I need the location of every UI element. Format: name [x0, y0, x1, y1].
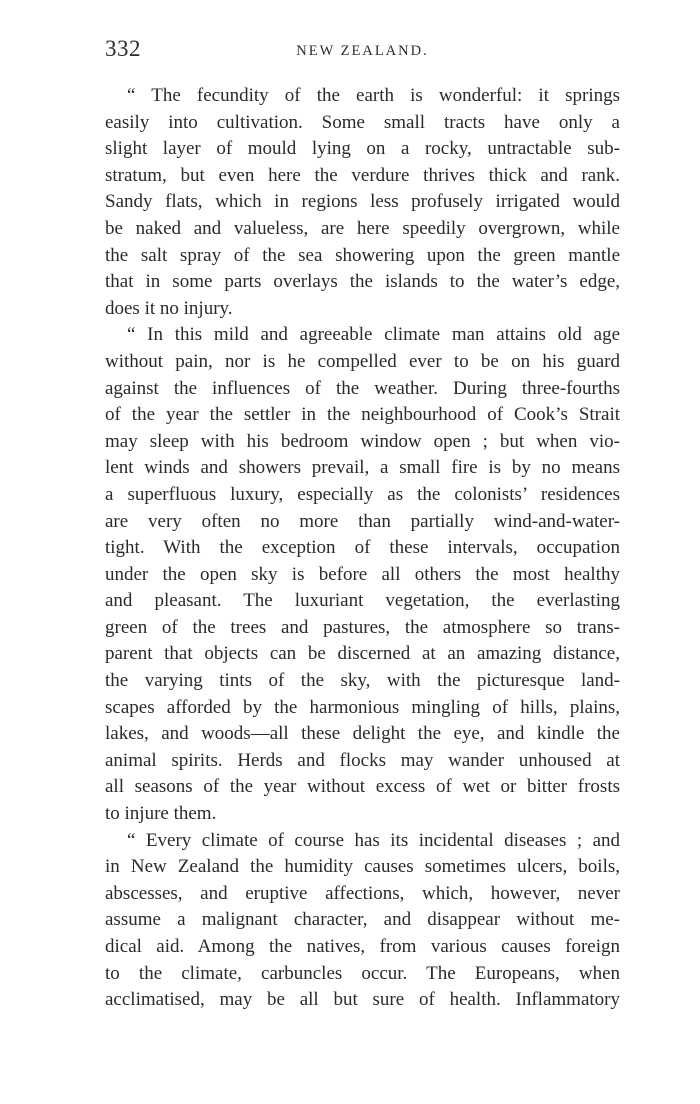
text-line: to the climate, carbuncles occur. The Europeans, when [105, 962, 620, 984]
text-line: lent winds and showers prevail, a small fire is by no means [105, 457, 620, 479]
text-line: “ In this mild and agreeable climate man attains old age [127, 324, 620, 346]
text-line: without pain, nor is he compelled ever to be on his guard [105, 350, 620, 372]
text-line: animal spirits. Herds and flocks may wander unhoused at [105, 749, 620, 771]
text-line: under the open sky is before all others the most healthy [105, 563, 620, 585]
text-line: does it no injury. [105, 297, 233, 319]
text-line: green of the trees and pastures, the atmosphere so trans- [105, 616, 620, 638]
text-line: be naked and valueless, are here speedily overgrown, while [105, 217, 620, 239]
text-line: easily into cultivation. Some small tracts have only a [105, 111, 620, 133]
text-line: scapes afforded by the harmonious mingling of hills, plains, [105, 696, 620, 718]
text-line: to injure them. [105, 803, 217, 825]
text-line: a superfluous luxury, especially as the colonists’ residences [105, 483, 620, 505]
text-line: abscesses, and eruptive affections, which, however, never [105, 882, 620, 904]
text-line: dical aid. Among the natives, from various causes foreign [105, 936, 620, 957]
text-line: Sandy flats, which in regions less profusely irrigated would [105, 191, 620, 213]
paragraph [105, 322, 620, 827]
text-line: slight layer of mould lying on a rocky, untractable sub- [105, 138, 620, 160]
text-line: assume a malignant character, and disappear without me- [105, 909, 620, 931]
text-line: all seasons of the year without excess of wet or bitter frosts [105, 776, 620, 798]
text-line: tight. With the exception of these intervals, occupation [105, 537, 620, 559]
text-line: “ Every climate of course has its incidental diseases ; and [127, 829, 620, 851]
text-line: stratum, but even here the verdure thrives thick and rank. [105, 164, 620, 186]
text-line: the salt spray of the sea showering upon the green mantle [105, 244, 620, 266]
text-line: the varying tints of the sky, with the picturesque land- [105, 670, 620, 692]
text-line: and pleasant. The luxuriant vegetation, the everlasting [105, 590, 620, 612]
running-head: NEW ZEALAND. [296, 43, 429, 59]
text-line: of the year the settler in the neighbourhood of Cook’s Strait [105, 404, 620, 426]
page-number: 332 [105, 36, 141, 61]
text-line: “ The fecundity of the earth is wonderful: it springs [127, 85, 620, 106]
page-header [105, 36, 620, 66]
text-line: parent that objects can be discerned at an amazing distance, [105, 643, 620, 665]
text-line: against the influences of the weather. During three-fourths [105, 377, 620, 399]
text-line: may sleep with his bedroom window open ; but when vio- [105, 430, 620, 452]
paragraph [105, 828, 620, 1014]
text-line: in New Zealand the humidity causes sometimes ulcers, boils, [105, 856, 620, 878]
body-text [105, 83, 620, 1014]
paragraph [105, 83, 620, 322]
text-line: acclimatised, may be all but sure of health. Inflammatory [105, 989, 620, 1011]
text-line: are very often no more than partially wind-and-water- [105, 510, 620, 532]
text-line: that in some parts overlays the islands to the water’s edge, [105, 271, 620, 293]
text-line: lakes, and woods—all these delight the eye, and kindle the [105, 723, 620, 745]
